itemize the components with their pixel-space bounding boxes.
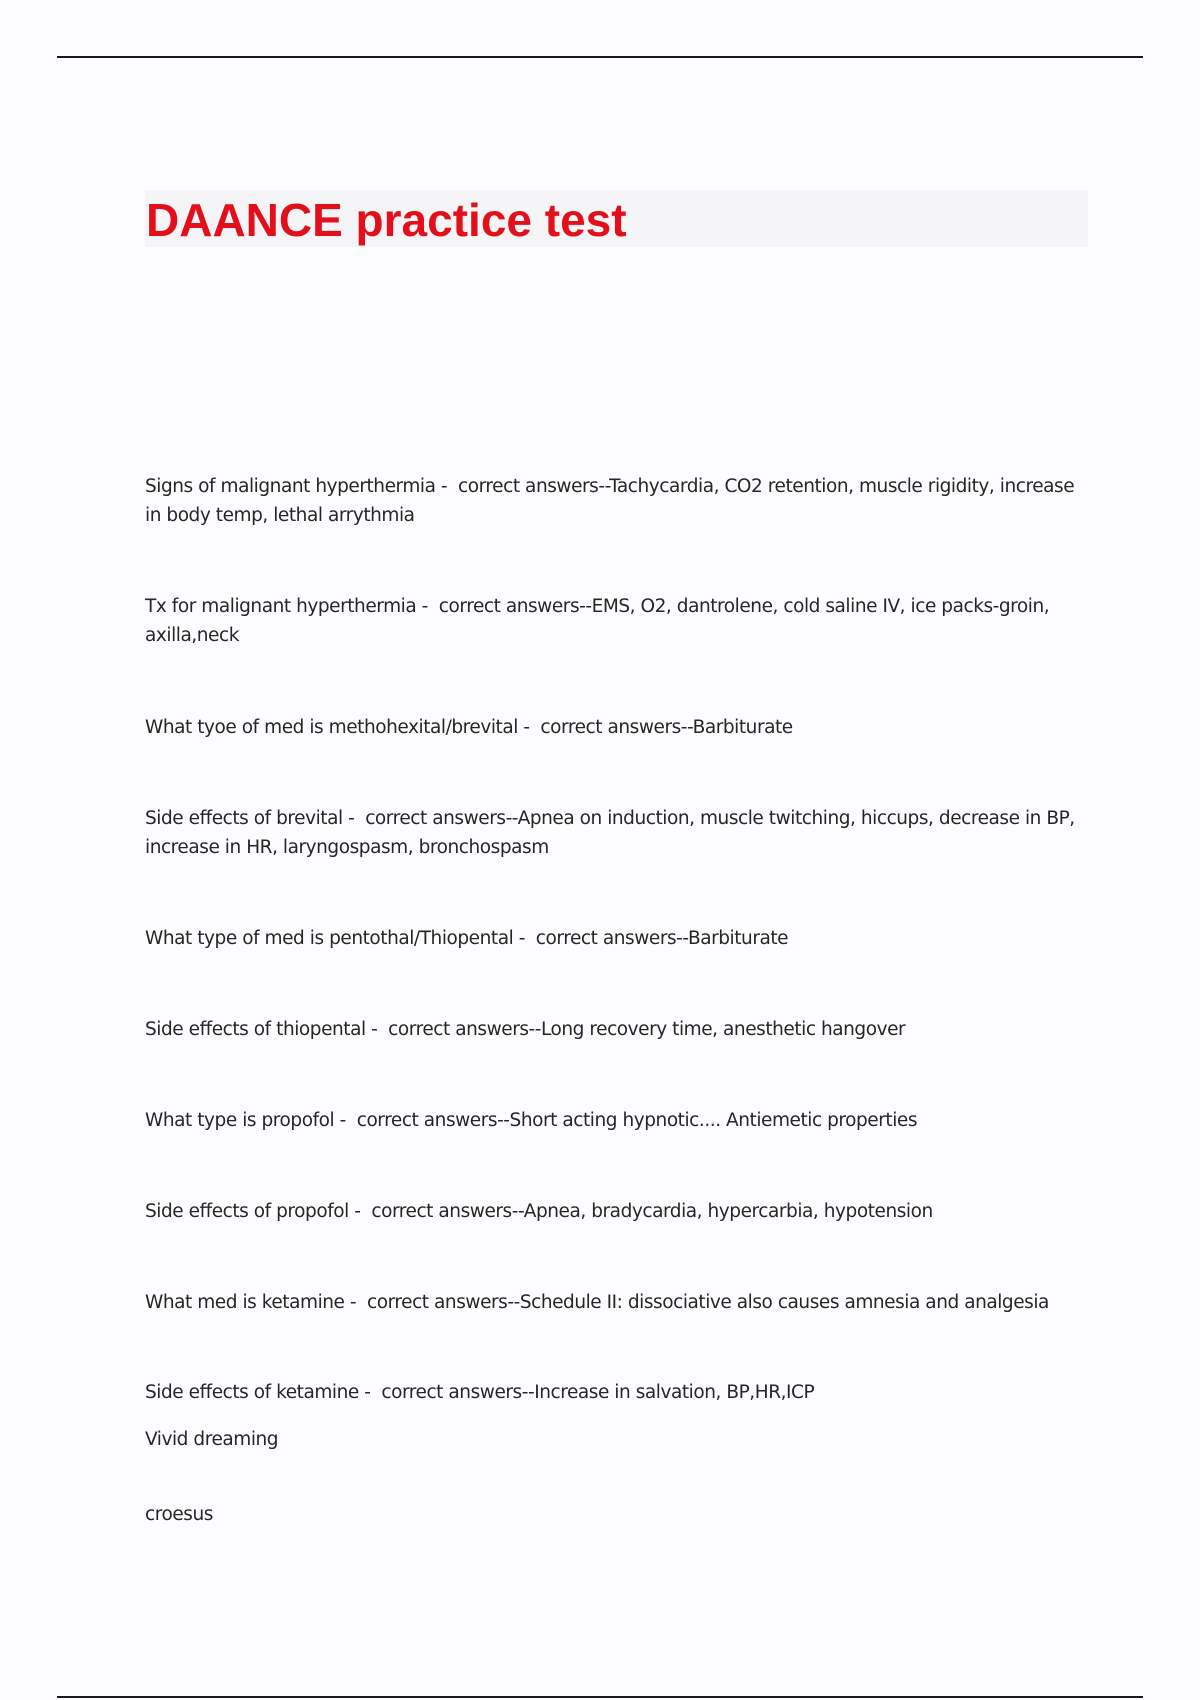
answer-separator: - correct answers-- bbox=[344, 1292, 520, 1313]
answer-text: Barbiturate bbox=[687, 928, 789, 949]
qa-item-2 bbox=[145, 592, 1075, 650]
answer-separator: - correct answers-- bbox=[365, 1019, 541, 1040]
qa-item-10 bbox=[145, 1378, 1075, 1407]
qa-item-3 bbox=[145, 713, 1075, 742]
qa-item-1 bbox=[145, 472, 1075, 530]
answer-separator: - correct answers-- bbox=[416, 596, 592, 617]
answer-text: EMS, O2, dantrolene, cold saline IV, ice packs-groin, axilla,neck bbox=[145, 596, 1050, 646]
footer-word: croesus bbox=[145, 1504, 213, 1525]
qa-item-8 bbox=[145, 1197, 1075, 1226]
question-text: Tx for malignant hyperthermia bbox=[145, 596, 417, 617]
question-text: Signs of malignant hyperthermia bbox=[145, 476, 436, 497]
bottom-rule bbox=[57, 1696, 1143, 1698]
continuation-line: Vivid dreaming bbox=[145, 1429, 279, 1450]
answer-text: Increase in salvation, BP,HR,ICP bbox=[534, 1382, 815, 1403]
answer-text: Tachycardia, CO2 retention, muscle rigidity, increase in body temp, lethal arrythmia bbox=[145, 476, 1075, 526]
qa-item-5 bbox=[145, 924, 1075, 953]
answer-separator: - correct answers-- bbox=[517, 717, 693, 738]
answer-separator: - correct answers-- bbox=[342, 808, 518, 829]
question-text: What med is ketamine bbox=[145, 1292, 345, 1313]
answer-text: Schedule II: dissociative also causes amnesia and analgesia bbox=[519, 1292, 1049, 1313]
question-text: What type is propofol bbox=[145, 1110, 335, 1131]
qa-item-4 bbox=[145, 804, 1075, 862]
answer-text: Apnea on induction, muscle twitching, hiccups, decrease in BP, increase in HR, laryngospasm, bronchospasm bbox=[145, 808, 1075, 858]
document-title: DAANCE practice test bbox=[146, 194, 627, 246]
answer-separator: - correct answers-- bbox=[358, 1382, 535, 1403]
answer-separator: - correct answers-- bbox=[348, 1201, 524, 1222]
qa-item-6 bbox=[145, 1015, 1075, 1044]
qa-item-9 bbox=[145, 1288, 1075, 1317]
question-text: Side effects of thiopental bbox=[145, 1019, 366, 1040]
question-text: What tyoe of med is methohexital/brevital bbox=[145, 717, 518, 738]
question-text: Side effects of propofol bbox=[145, 1201, 349, 1222]
qa-item-7 bbox=[145, 1106, 1075, 1135]
answer-separator: - correct answers-- bbox=[334, 1110, 510, 1131]
answer-separator: - correct answers-- bbox=[435, 476, 610, 497]
question-text: Side effects of ketamine bbox=[145, 1382, 359, 1403]
question-text: Side effects of brevital bbox=[145, 808, 343, 829]
question-text: What type of med is pentothal/Thiopental bbox=[145, 928, 514, 949]
answer-separator: - correct answers-- bbox=[513, 928, 688, 949]
answer-text: Long recovery time, anesthetic hangover bbox=[541, 1019, 906, 1040]
answer-text: Apnea, bradycardia, hypercarbia, hypotension bbox=[523, 1201, 933, 1222]
answer-text: Barbiturate bbox=[692, 717, 793, 738]
top-rule bbox=[57, 56, 1143, 58]
answer-text: Short acting hypnotic.... Antiemetic properties bbox=[509, 1110, 918, 1131]
